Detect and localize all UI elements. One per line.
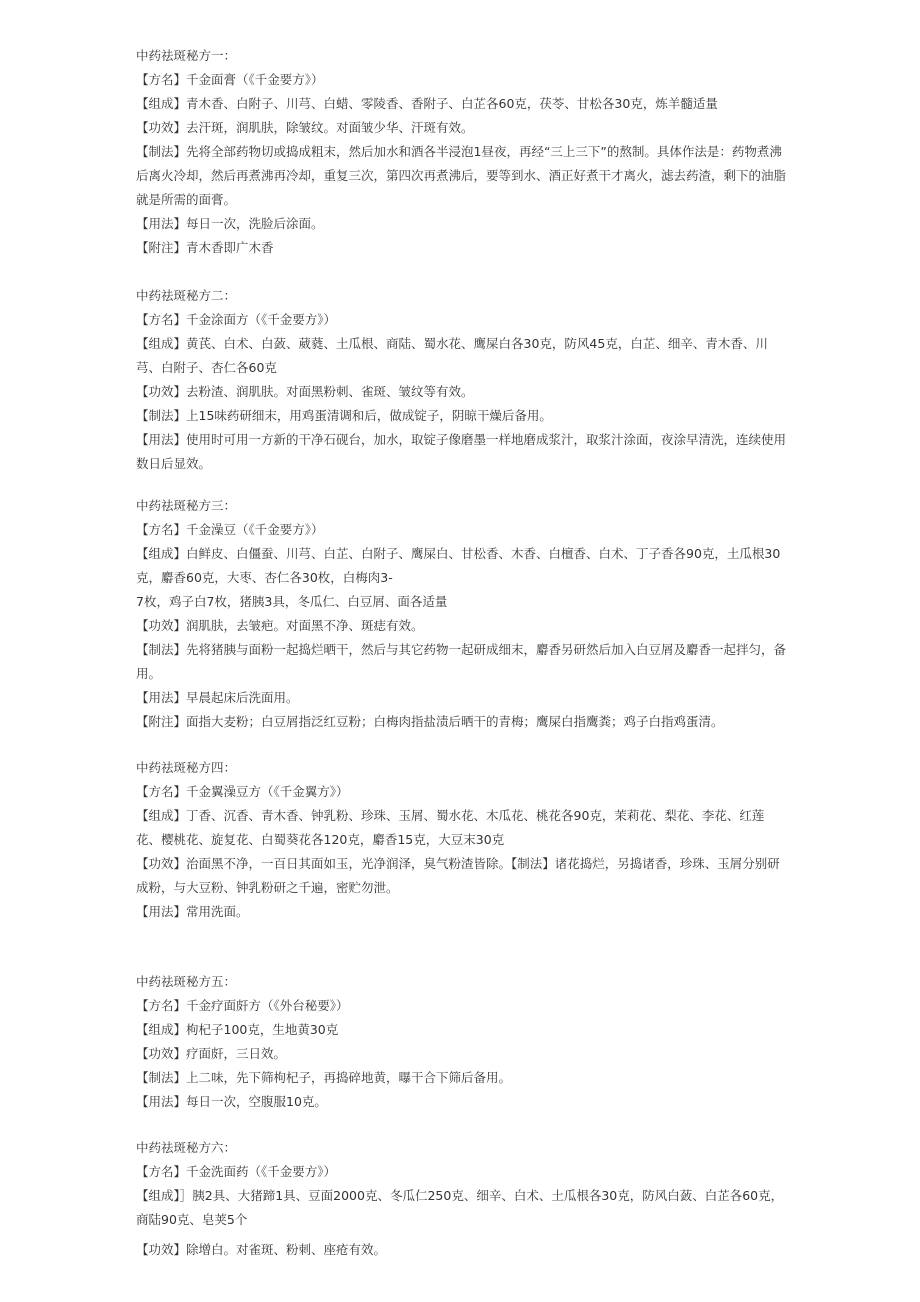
- ingredients-line: 【组成】青木香、白附子、川芎、白蜡、零陵香、香附子、白芷各60克，茯苓、甘松各30克，炼羊髓适量: [136, 96, 718, 111]
- recipe-name-line: 【方名】千金疗面皯方（《外台秘要》）: [136, 998, 349, 1013]
- efficacy-line: 【功效】去粉渣、润肌肤。对面黑粉刺、雀斑、皱纹等有效。: [136, 384, 474, 399]
- preparation-line: 【制法】上15味药研细末，用鸡蛋清调和后，做成锭子，阴晾干燥后备用。: [136, 408, 552, 423]
- recipe-name-line: 【方名】千金澡豆（《千金要方》）: [136, 522, 324, 537]
- section-heading: 中药祛斑秘方二：: [136, 288, 237, 303]
- section-heading: 中药祛斑秘方四：: [136, 760, 237, 775]
- preparation-line: 【制法】先将全部药物切或捣成粗末，然后加水和酒各半浸泡1昼夜，再经“三上三下”的熬制。具体作法是：药物煮沸后离火冷却，然后再煮沸再冷却，重复三次，第四次再煮沸后，要等到水、酒正好煮干才离火，滤去药渣，剩下的油脂就是所需的面膏。: [136, 144, 787, 207]
- usage-line: 【用法】早晨起床后洗面用。: [136, 690, 299, 705]
- recipe-name-line: 【方名】千金翼澡豆方（《千金翼方》）: [136, 784, 349, 799]
- efficacy-line: 【功效】去汗斑，润肌肤，除皱纹。对面皱少华、汗斑有效。: [136, 120, 474, 135]
- ingredients-line: 【组成】丁香、沉香、青木香、钟乳粉、珍珠、玉屑、蜀水花、木瓜花、桃花各90克，茉莉花、梨花、李花、红莲花、樱桃花、旋复花、白蜀葵花各120克，麝香15克，大豆末30克: [136, 808, 765, 847]
- ingredients-line: 【组成】白鲜皮、白僵蚕、川芎、白芷、白附子、鹰屎白、甘松香、木香、白檀香、白术、丁子香各90克，土瓜根30克，麝香60克，大枣、杏仁各30枚，白梅肉3-: [136, 546, 781, 585]
- recipe-name-line: 【方名】千金洗面药（《千金要方》）: [136, 1164, 337, 1179]
- efficacy-line: 【功效】润肌肤，去皱疤。对面黑不净、斑痣有效。: [136, 618, 424, 633]
- recipe-name-line: 【方名】千金涂面方（《千金要方》）: [136, 312, 337, 327]
- usage-line: 【用法】每日一次，洗脸后涂面。: [136, 216, 324, 231]
- ingredients-line: 【组成】枸杞子100克，生地黄30克: [136, 1022, 339, 1037]
- section-heading: 中药祛斑秘方五：: [136, 974, 237, 989]
- ingredients-line: 【组成】黄芪、白术、白蔹、葳蕤、土瓜根、商陆、蜀水花、鹰屎白各30克，防风45克，白芷、细辛、青木香、川芎、白附子、杏仁各60克: [136, 336, 768, 375]
- preparation-line: 【制法】上二味，先下筛枸杞子，再捣碎地黄，曝干合下筛后备用。: [136, 1070, 512, 1085]
- preparation-line: 【制法】先将猪胰与面粉一起捣烂晒干，然后与其它药物一起研成细末，麝香另研然后加入白豆屑及麝香一起拌匀，备用。: [136, 642, 787, 681]
- usage-line: 【用法】常用洗面。: [136, 904, 249, 919]
- usage-line: 【用法】每日一次，空腹服10克。: [136, 1094, 327, 1109]
- efficacy-line: 【功效】疗面皯，三日效。: [136, 1046, 287, 1061]
- efficacy-line: 【功效】除增白。对雀斑、粉刺、座疮有效。: [136, 1242, 387, 1257]
- section-heading: 中药祛斑秘方三：: [136, 498, 237, 513]
- text-line: 7枚，鸡子白7枚，猪胰3具，冬瓜仁、白豆屑、面各适量: [136, 594, 448, 609]
- note-line: 【附注】面指大麦粉；白豆屑指泛红豆粉；白梅肉指盐渍后晒干的青梅；鹰屎白指鹰粪；鸡子白指鸡蛋清。: [136, 714, 724, 729]
- efficacy-line: 【功效】治面黑不净，一百日其面如玉，光净润泽，臭气粉渣皆除。【制法】诸花捣烂，另捣诸香，珍珠、玉屑分别研成粉，与大豆粉、钟乳粉研之千遍，密贮勿泄。: [136, 856, 780, 895]
- section-heading: 中药祛斑秘方一：: [136, 48, 237, 63]
- note-line: 【附注】青木香即广木香: [136, 240, 274, 255]
- section-heading: 中药祛斑秘方六：: [136, 1140, 237, 1155]
- recipe-name-line: 【方名】千金面膏（《千金要方》）: [136, 72, 324, 87]
- ingredients-line: 【组成】］胰2具、大猪蹄1具、豆面2000克、冬瓜仁250克、细辛、白术、土瓜根各30克，防风白蔹、白芷各60克，商陆90克、皂荚5个: [136, 1188, 784, 1227]
- usage-line: 【用法】使用时可用一方新的干净石砚台，加水，取锭子像磨墨一样地磨成浆汁，取浆汁涂面，夜涂早清洗，连续使用数日后显效。: [136, 432, 787, 471]
